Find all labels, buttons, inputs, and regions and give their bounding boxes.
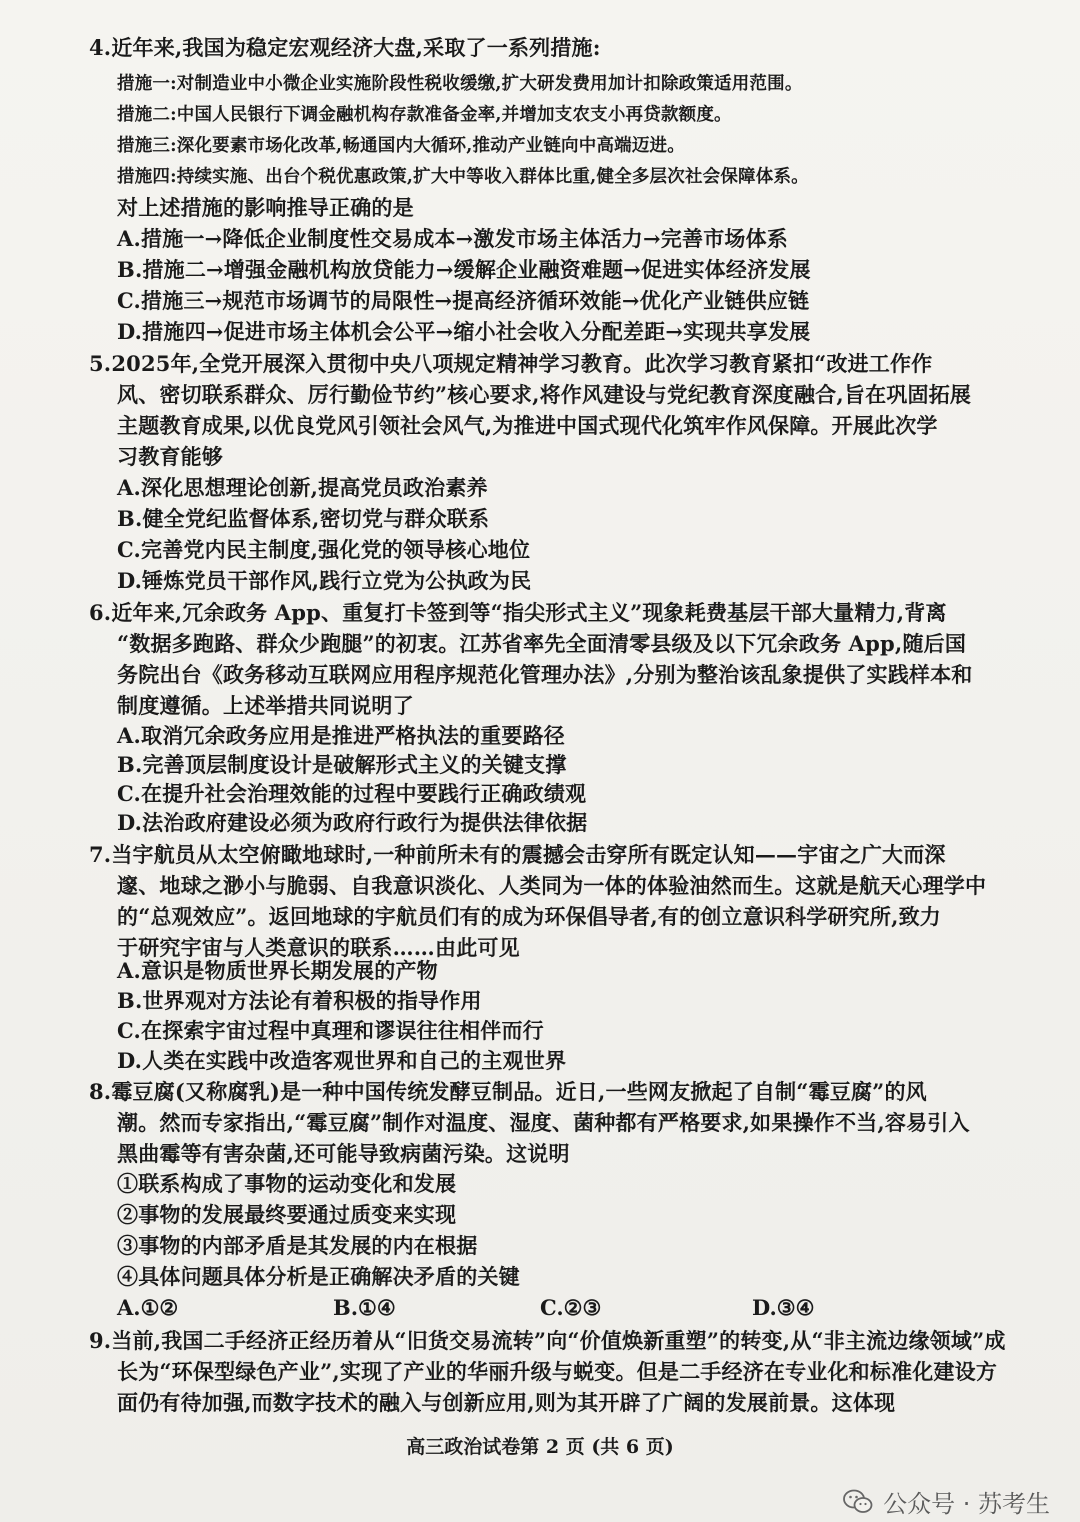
- q8-statement-3: ③事物的内部矛盾是其发展的内在根据: [117, 1233, 478, 1258]
- q8-statement-2: ②事物的发展最终要通过质变来实现: [117, 1202, 457, 1227]
- q5-line-1: 5.2025年,全党开展深入贯彻中央八项规定精神学习教育。此次学习教育紧扣“改进工作作: [89, 351, 933, 376]
- q5-line-4: 习教育能够: [117, 444, 223, 469]
- q7-line-2: 邃、地球之渺小与脆弱、自我意识淡化、人类同为一体的体验油然而生。这就是航天心理学中: [117, 873, 987, 898]
- q9-line-2: 长为“环保型绿色产业”,实现了产业的华丽升级与蜕变。但是二手经济在专业化和标准化建设方: [117, 1359, 998, 1384]
- q8-line-1: 8.霉豆腐(又称腐乳)是一种中国传统发酵豆制品。近日,一些网友掀起了自制“霉豆腐”的风: [89, 1079, 927, 1104]
- q5-line-3: 主题教育成果,以优良党风引领社会风气,为推进中国式现代化筑牢作风保障。开展此次学: [117, 413, 938, 438]
- q8-line-2: 潮。然而专家指出,“霉豆腐”制作对温度、湿度、菌种都有严格要求,如果操作不当,容易引入: [117, 1110, 970, 1135]
- q6-line-4: 制度遵循。上述举措共同说明了: [117, 693, 414, 718]
- q5-option-d: D.锤炼党员干部作风,践行立党为公执政为民: [117, 568, 532, 593]
- q4-option-b: B.措施二→增强金融机构放贷能力→缓解企业融资难题→促进实体经济发展: [117, 257, 811, 282]
- q4-option-d: D.措施四→促进市场主体机会公平→缩小社会收入分配差距→实现共享发展: [117, 319, 811, 344]
- q8-option-b: B.①④: [333, 1295, 396, 1320]
- q6-option-c: C.在提升社会治理效能的过程中要践行正确政绩观: [117, 781, 587, 806]
- q6-option-b: B.完善顶层制度设计是破解形式主义的关键支撑: [117, 752, 567, 777]
- q5-option-a: A.深化思想理论创新,提高党员政治素养: [117, 475, 488, 500]
- q5-option-c: C.完善党内民主制度,强化党的领导核心地位: [117, 537, 531, 562]
- q5-line-2: 风、密切联系群众、厉行勤俭节约”核心要求,将作风建设与党纪教育深度融合,旨在巩固拓展: [117, 382, 972, 407]
- watermark-text: 公众号 · 苏考生: [883, 1490, 1050, 1518]
- q6-line-2: “数据多跑路、群众少跑腿”的初衷。江苏省率先全面清零县级及以下冗余政务 App,随后国: [117, 631, 967, 656]
- q8-line-3: 黑曲霉等有害杂菌,还可能导致病菌污染。这说明: [117, 1141, 570, 1166]
- q9-line-1: 9.当前,我国二手经济正经历着从“旧货交易流转”向“价值焕新重塑”的转变,从“非主流边缘领域”成: [89, 1328, 1006, 1353]
- q8-statement-1: ①联系构成了事物的运动变化和发展: [117, 1171, 457, 1196]
- watermark: [843, 1484, 1050, 1519]
- q4-measure-1: 措施一:对制造业中小微企业实施阶段性税收缓缴,扩大研发费用加计扣除政策适用范围。: [117, 74, 803, 94]
- q4-option-a: A.措施一→降低企业制度性交易成本→激发市场主体活力→完善市场体系: [117, 226, 788, 251]
- q7-line-1: 7.当宇航员从太空俯瞰地球时,一种前所未有的震撼会击穿所有既定认知——宇宙之广大而深: [89, 842, 946, 867]
- q5-option-b: B.健全党纪监督体系,密切党与群众联系: [117, 506, 490, 531]
- q8-option-d: D.③④: [752, 1295, 815, 1320]
- q7-option-c: C.在探索宇宙过程中真理和谬误往往相伴而行: [117, 1018, 544, 1043]
- q7-line-4: 于研究宇宙与人类意识的联系……由此可见: [117, 935, 520, 960]
- q6-line-1: 6.近年来,冗余政务 App、重复打卡签到等“指尖形式主义”现象耗费基层干部大量精力,背离: [89, 600, 947, 625]
- q4-measure-3: 措施三:深化要素市场化改革,畅通国内大循环,推动产业链向中高端迈进。: [117, 136, 685, 156]
- q4-option-c: C.措施三→规范市场调节的局限性→提高经济循环效能→优化产业链供应链: [117, 288, 810, 313]
- q4-stem: 4.近年来,我国为稳定宏观经济大盘,采取了一系列措施:: [89, 35, 601, 60]
- page-footer: 高三政治试卷第 2 页 (共 6 页): [406, 1436, 674, 1458]
- q7-option-d: D.人类在实践中改造客观世界和自己的主观世界: [117, 1048, 567, 1073]
- q4-ask: 对上述措施的影响推导正确的是: [117, 195, 414, 220]
- q7-option-b: B.世界观对方法论有着积极的指导作用: [117, 988, 482, 1013]
- q8-option-c: C.②③: [540, 1295, 602, 1320]
- q6-option-a: A.取消冗余政务应用是推进严格执法的重要路径: [117, 723, 566, 748]
- q7-option-a: A.意识是物质世界长期发展的产物: [117, 958, 438, 983]
- q6-line-3: 务院出台《政务移动互联网应用程序规范化管理办法》,分别为整治该乱象提供了实践样本和: [117, 662, 973, 687]
- q8-statement-4: ④具体问题具体分析是正确解决矛盾的关键: [117, 1264, 520, 1289]
- wechat-icon: [843, 1489, 873, 1515]
- q6-option-d: D.法治政府建设必须为政府行政行为提供法律依据: [117, 810, 588, 835]
- q9-line-3: 面仍有待加强,而数字技术的融入与创新应用,则为其开辟了广阔的发展前景。这体现: [117, 1390, 896, 1415]
- q4-measure-2: 措施二:中国人民银行下调金融机构存款准备金率,并增加支农支小再贷款额度。: [117, 105, 732, 125]
- q7-line-3: 的“总观效应”。返回地球的宇航员们有的成为环保倡导者,有的创立意识科学研究所,致力: [117, 904, 941, 929]
- q4-measure-4: 措施四:持续实施、出台个税优惠政策,扩大中等收入群体比重,健全多层次社会保障体系。: [117, 167, 809, 187]
- q8-option-a: A.①②: [117, 1295, 179, 1320]
